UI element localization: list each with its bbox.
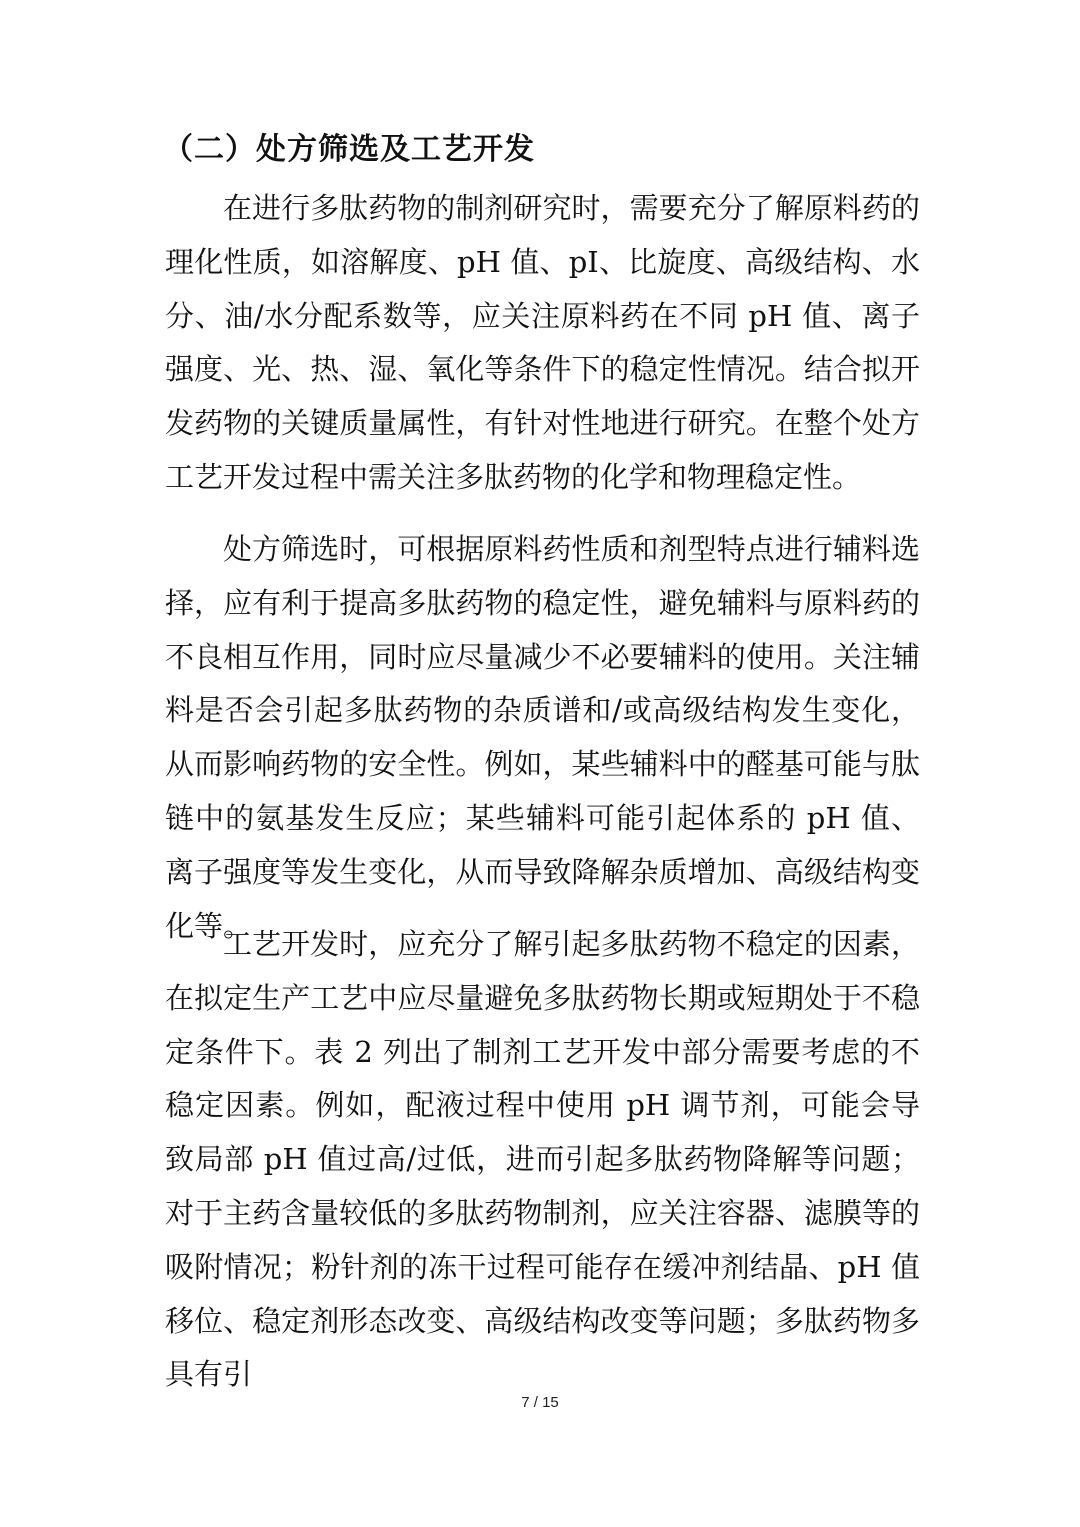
paragraph-process-development: 工艺开发时，应充分了解引起多肽药物不稳定的因素，在拟定生产工艺中应尽量避免多肽药物长期或短期处于不稳定条件下。表 2 列出了制剂工艺开发中部分需要考虑的不稳定因素。例如，配液过程中使用 pH 调节剂，可能会导致局部 pH 值过高/过低，进而引起多肽药物降解等问题；对于主药含量较低的多肽药物制剂，应关注容器、滤膜等的吸附情况；粉针剂的冻干过程可能存在缓冲剂结晶、pH 值移位、稳定剂形态改变、高级结构改变等问题；多肽药物多具有引 (165, 927, 920, 1392)
paragraph-formulation-study: 在进行多肽药物的制剂研究时，需要充分了解原料药的理化性质，如溶解度、pH 值、pI、比旋度、高级结构、水分、油/水分配系数等，应关注原料药在不同 pH 值、离子强度、光、热、湿、氧化等条件下的稳定性情况。结合拟开发药物的关键质量属性，有针对性地进行研究。在整个处方工艺开发过程中需关注多肽药物的化学和物理稳定性。 (165, 191, 920, 494)
page-number: 7 / 15 (521, 1394, 559, 1411)
paragraph-formulation-screening: 处方筛选时，可根据原料药性质和剂型特点进行辅料选择，应有利于提高多肽药物的稳定性，避免辅料与原料药的不良相互作用，同时应尽量减少不必要辅料的使用。关注辅料是否会引起多肽药物的杂质谱和/或高级结构发生变化，从而影响药物的安全性。例如，某些辅料中的醛基可能与肽链中的氨基发生反应；某些辅料可能引起体系的 pH 值、离子强度等发生变化，从而导致降解杂质增加、高级结构变化等。 (165, 532, 920, 943)
section-heading: （二）处方筛选及工艺开发 (163, 132, 535, 167)
